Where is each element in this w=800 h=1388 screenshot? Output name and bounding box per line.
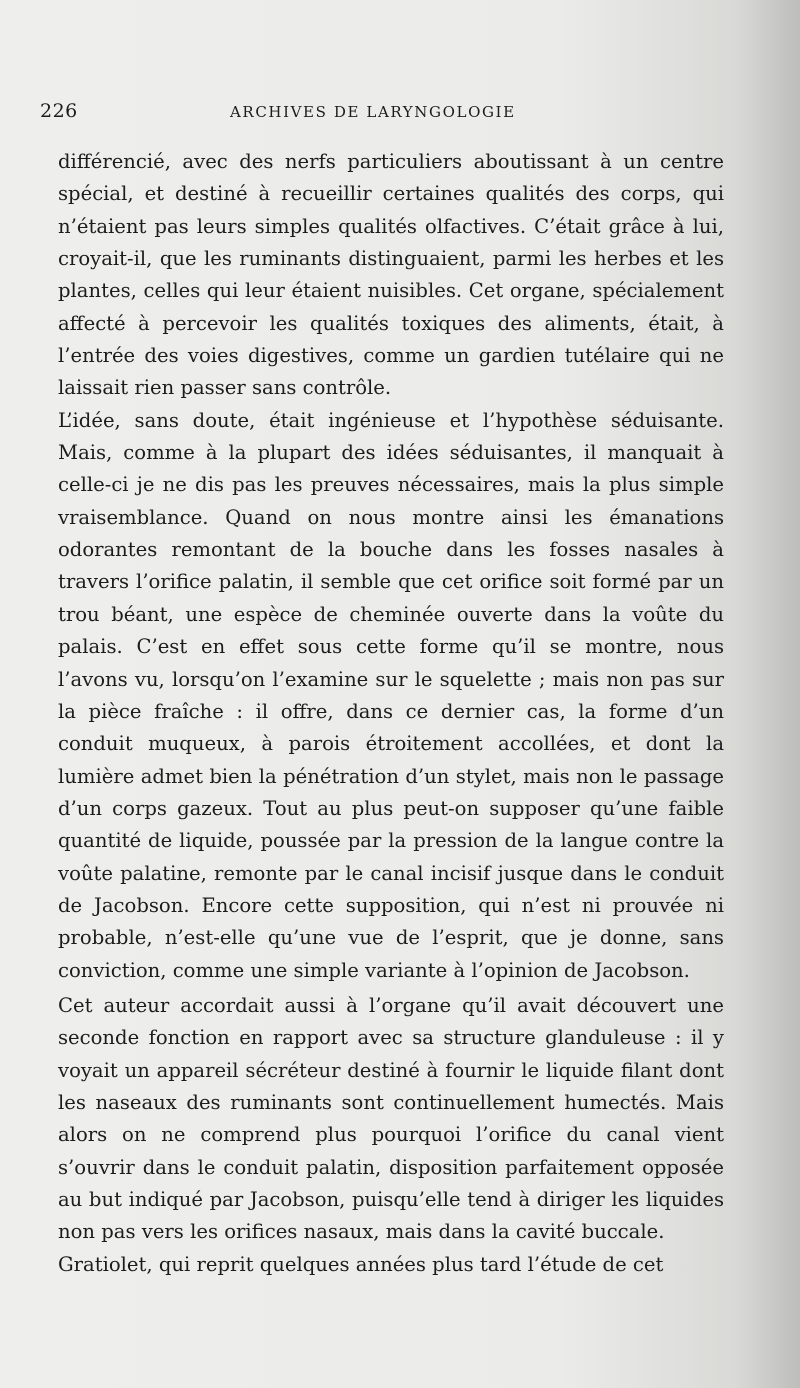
paragraph-3: Cet auteur accordait aussi à l’organe qu’il avait découvert une seconde fonction en rapport avec sa structure glanduleuse : il y voyait un appareil sécréteur destiné à fournir le liquide filant dont les naseaux des ruminants sont continuellement humectés. Mais alors on ne comprend plus pourquoi l’orifice du canal vient s’ouvrir dans le conduit palatin, disposition parfaitement opposée au but indiqué par Jacobson, puisqu’elle tend à diriger les liquides non pas vers les orifices nasaux, mais dans la cavité buccale. [58, 993, 724, 1244]
paragraph-4: Gratiolet, qui reprit quelques années plus tard l’étude de cet [58, 1252, 664, 1276]
body-text [58, 146, 724, 1281]
paragraph-2: L’idée, sans doute, était ingénieuse et l’hypothèse séduisante. Mais, comme à la plupart des idées séduisantes, il manquait à celle-ci je ne dis pas les preuves nécessaires, mais la plus simple vraisemblance. Quand on nous montre ainsi les émanations odorantes remontant de la bouche dans les fosses nasales à travers l’orifice palatin, il semble que cet orifice soit formé par un trou béant, une espèce de cheminée ouverte dans la voûte du palais. C’est en effet sous cette forme qu’il se montre, nous l’avons vu, lorsqu’on l’examine sur le squelette ; mais non pas sur la pièce fraîche : il offre, dans ce dernier cas, la forme d’un conduit muqueux, à parois étroitement accollées, et dont la lumière admet bien la pénétration d’un stylet, mais non le passage d’un corps gazeux. Tout au plus peut-on supposer qu’une faible quantité de liquide, poussée par la pression de la langue contre la voûte palatine, remonte par le canal incisif jusque dans le conduit de Jacobson. Encore cette supposition, qui n’est ni prouvée ni probable, n’est-elle qu’une vue de l’esprit, que je donne, sans conviction, comme une simple variante à l’opinion de Jacobson. [58, 408, 724, 982]
paragraph-1: différencié, avec des nerfs particuliers aboutissant à un centre spécial, et destiné à recueillir certaines qualités des corps, qui n’étaient pas leurs simples qualités olfactives. C’était grâce à lui, croyait-il, que les ruminants distinguaient, parmi les herbes et les plantes, celles qui leur étaient nuisibles. Cet organe, spécialement affecté à percevoir les qualités toxiques des aliments, était, à l’entrée des voies digestives, comme un gardien tutélaire qui ne laissait rien passer sans contrôle. [58, 150, 724, 400]
page-number: 226 [40, 100, 78, 122]
running-title: ARCHIVES DE LARYNGOLOGIE [230, 103, 516, 121]
page-header [40, 100, 740, 128]
